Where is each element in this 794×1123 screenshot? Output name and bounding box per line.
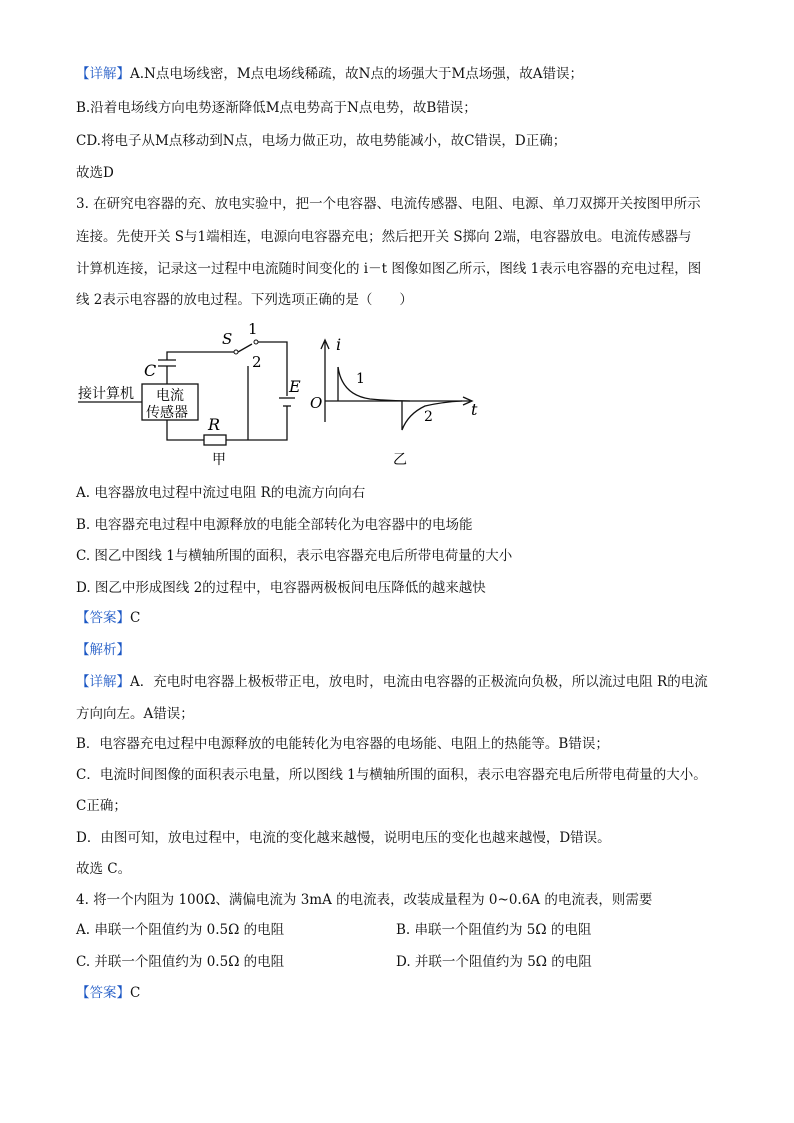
q3-detail-5: C正确； <box>76 798 127 814</box>
answer-tag: 【答案】 <box>76 610 130 626</box>
answer-value: C <box>130 610 141 626</box>
q3-stem-3: 计算机连接，记录这一过程中电流随时间变化的 i－t 图像如图乙所示，图线 1表示电容器的充电过程，图 <box>76 261 702 277</box>
axis-origin-label: O <box>310 394 323 412</box>
q3-option-d: D. 图乙中形成图线 2的过程中，电容器两极板间电压降低的越来越快 <box>76 580 486 596</box>
switch-label: S <box>222 330 233 348</box>
q4-option-b: B. 串联一个阻值约为 5Ω 的电阻 <box>396 922 592 938</box>
detail-text: A.N点电场线密，M点电场线稀疏，故N点的场强大于M点场强，故A错误； <box>130 66 584 82</box>
curve-1-label: 1 <box>356 371 365 387</box>
q3-detail-7: 故选 C。 <box>76 861 132 877</box>
terminal-1-label: 1 <box>248 322 258 338</box>
q4-options-row-2 <box>76 952 726 972</box>
sensor-label-1: 电流 <box>156 388 184 404</box>
q3-stem-1: 3. 在研究电容器的充、放电实验中，把一个电容器、电流传感器、电阻、电源、单刀双掷开关按图甲所示 <box>76 196 701 212</box>
q4-option-c: C. 并联一个阻值约为 0.5Ω 的电阻 <box>76 954 285 970</box>
answer-value: C <box>130 985 141 1001</box>
q4-answer <box>76 983 140 1003</box>
figure-yi-label: 乙 <box>393 452 407 468</box>
line-detail-cd: CD.将电子从M点移动到N点，电场力做正功，故电势能减小，故C错误，D正确； <box>76 133 567 149</box>
q3-detail-2: 方向向左。A错误； <box>76 706 194 722</box>
emf-label: E <box>289 377 301 396</box>
q3-option-b: B. 电容器充电过程中电源释放的电能全部转化为电容器中的电场能 <box>76 517 473 533</box>
circuit-figure <box>70 322 490 472</box>
q3-option-c: C. 图乙中图线 1与横轴所围的面积，表示电容器充电后所带电荷量的大小 <box>76 548 513 564</box>
answer-tag: 【答案】 <box>76 985 130 1001</box>
figure-jia-label: 甲 <box>212 452 226 468</box>
computer-label: 接计算机 <box>78 386 134 402</box>
q4-option-d: D. 并联一个阻值约为 5Ω 的电阻 <box>396 954 592 970</box>
q4-options-row-1 <box>76 920 726 940</box>
q3-stem-2: 连接。先使开关 S与1端相连，电源向电容器充电；然后把开关 S掷向 2端，电容器放电。电流传感器与 <box>76 229 692 245</box>
q3-analysis-tag: 【解析】 <box>76 642 130 658</box>
curve-2-label: 2 <box>424 409 433 425</box>
axis-i-label: i <box>336 335 342 354</box>
q3-detail-3: B．电容器充电过程中电源释放的电能转化为电容器的电场能、电阻上的热能等。B错误； <box>76 736 609 752</box>
q4-option-a: A. 串联一个阻值约为 0.5Ω 的电阻 <box>76 922 285 938</box>
line-detail-a <box>76 64 583 84</box>
terminal-2-label: 2 <box>252 353 262 371</box>
detail-text: A．充电时电容器上极板带正电，放电时，电流由电容器的正极流向负极，所以流过电阻 R的电流 <box>130 674 708 690</box>
axis-t-label: t <box>471 400 478 419</box>
q4-stem: 4. 将一个内阻为 100Ω、满偏电流为 3mA 的电流表，改装成量程为 0~0.6A 的电流表，则需要 <box>76 892 653 908</box>
q3-stem-4: 线 2表示电容器的放电过程。下列选项正确的是（ ） <box>76 292 413 308</box>
resistor-label: R <box>208 415 221 434</box>
q3-detail-6: D．由图可知，放电过程中，电流的变化越来越慢，说明电压的变化也越来越慢，D错误。 <box>76 830 611 846</box>
line-detail-b: B.沿着电场线方向电势逐渐降低M点电势高于N点电势，故B错误； <box>76 100 477 116</box>
q3-detail-4: C．电流时间图像的面积表示电量，所以图线 1与横轴所围的面积，表示电容器充电后所带电荷量的大小。 <box>76 767 707 783</box>
q3-answer <box>76 608 140 628</box>
capacitor-label: C <box>144 361 157 380</box>
detail-tag: 【详解】 <box>76 66 130 82</box>
detail-tag: 【详解】 <box>76 674 130 690</box>
sensor-label-2: 传感器 <box>146 405 188 421</box>
q3-option-a: A. 电容器放电过程中流过电阻 R的电流方向向右 <box>76 485 366 501</box>
q3-detail-1 <box>76 672 708 692</box>
line-choose-d: 故选D <box>76 165 114 181</box>
